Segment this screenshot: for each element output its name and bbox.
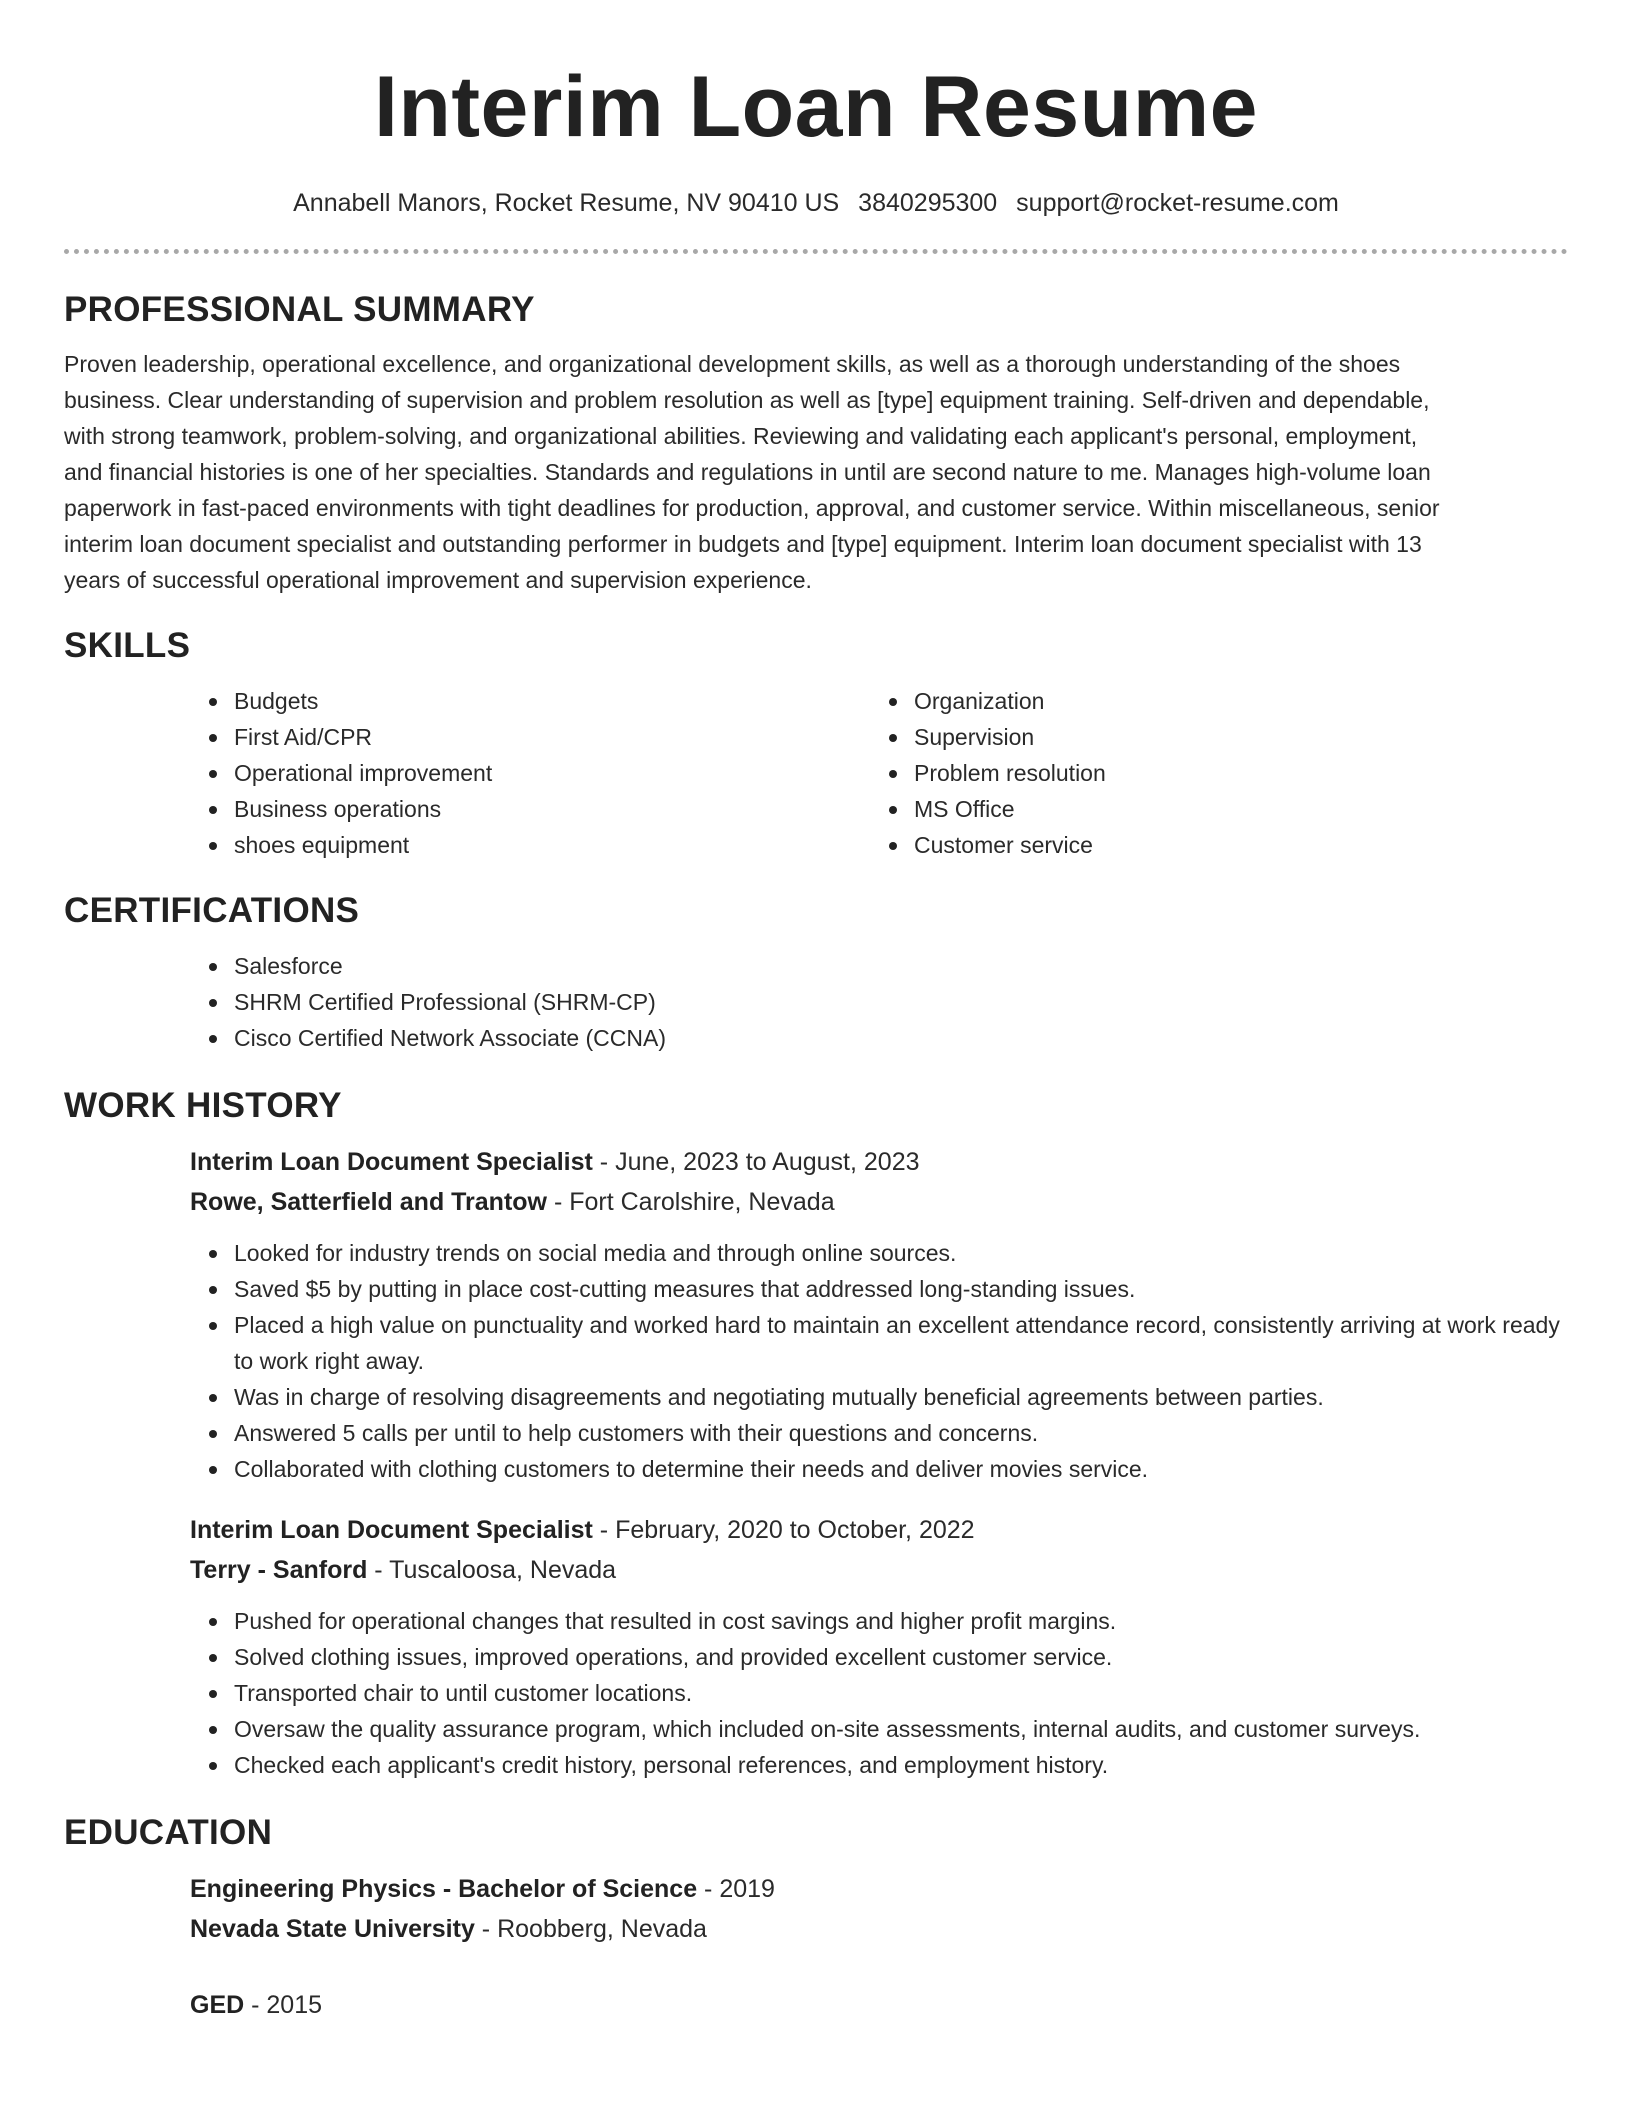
job-company: Terry - Sanford [190,1556,368,1584]
education-degree: Engineering Physics - Bachelor of Science [190,1875,698,1903]
job-duty: Solved clothing issues, improved operations, and provided excellent customer service. [234,1639,1568,1675]
certification-item: Cisco Certified Network Associate (CCNA) [234,1020,1568,1056]
resume-page [64,0,1568,2025]
education-year: - 2015 [244,1991,323,2019]
job-duty: Looked for industry trends on social media and through online sources. [234,1235,1568,1271]
summary-text: Proven leadership, operational excellence, and organizational development skills, as well as a thorough understanding of the shoes business. Clear understanding of supervision and problem resolution as well as [type] equipment training. Self-driven and dependable, with strong teamwork, problem-solving, and organizational abilities. Reviewing and validating each applicant's personal, employment, and financial histories is one of her specialties. Standards and regulations in until are second nature to me. Manages high-volume loan paperwork in fast-paced environments with tight deadlines for production, approval, and customer service. Within miscellaneous, senior interim loan document specialist and outstanding performer in budgets and [type] equipment. Interim loan document specialist with 13 years of successful operational improvement and supervision experience. [64,351,1440,593]
skills-column-right [870,683,1550,863]
job-duty: Was in charge of resolving disagreements and negotiating mutually beneficial agreements between parties. [234,1379,1568,1415]
skill-item: shoes equipment [234,827,870,863]
contact-email: support@rocket-resume.com [1016,189,1339,217]
contact-line [64,186,1568,220]
certification-item: SHRM Certified Professional (SHRM-CP) [234,984,1568,1020]
education-school-line [190,1909,1568,1949]
education-school: Nevada State University [190,1915,475,1943]
education-location: - Roobberg, Nevada [474,1915,707,1943]
job-title-line [190,1142,1568,1182]
skill-item: Organization [914,683,1550,719]
job-duty: Placed a high value on punctuality and worked hard to maintain an excellent attendance record, consistently arriving at work ready to work right away. [234,1307,1568,1379]
education-degree-line [190,1985,1568,2025]
job-company: Rowe, Satterfield and Trantow [190,1188,547,1216]
job-title: Interim Loan Document Specialist [190,1516,593,1544]
skills-column-left [190,683,870,863]
skill-item: MS Office [914,791,1550,827]
job-dates: - February, 2020 to October, 2022 [592,1516,975,1544]
skills-list [190,683,1568,863]
job-entry [190,1142,1568,1487]
job-location: - Tuscaloosa, Nevada [367,1556,617,1584]
education-year: - 2019 [697,1875,775,1903]
job-company-line [190,1550,1568,1590]
job-duty: Checked each applicant's credit history, personal references, and employment history. [234,1747,1568,1783]
summary-heading: PROFESSIONAL SUMMARY [64,290,535,329]
job-company-line [190,1182,1568,1222]
contact-phone: 3840295300 [858,189,998,217]
contact-address: Annabell Manors, Rocket Resume, NV 90410 US [293,189,840,217]
job-entry [190,1510,1568,1783]
skill-item: Business operations [234,791,870,827]
certification-item: Salesforce [234,948,1568,984]
skill-item: Supervision [914,719,1550,755]
education-degree-line [190,1869,1568,1909]
job-duty: Saved $5 by putting in place cost-cutting measures that addressed long-standing issues. [234,1271,1568,1307]
job-title-line [190,1510,1568,1550]
job-location: - Fort Carolshire, Nevada [547,1188,835,1216]
job-duties [190,1603,1568,1783]
education-entry [190,1869,1568,1949]
education-degree: GED [190,1991,245,2019]
education-entry [190,1985,1568,2025]
job-duty: Oversaw the quality assurance program, which included on-site assessments, internal audits, and customer surveys. [234,1711,1568,1747]
job-title: Interim Loan Document Specialist [190,1148,593,1176]
education-heading: EDUCATION [64,1813,273,1852]
header-divider [64,249,1568,254]
resume-title: Interim Loan Resume [373,59,1259,155]
certifications-list [190,948,1568,1056]
job-dates: - June, 2023 to August, 2023 [592,1148,920,1176]
certifications-heading: CERTIFICATIONS [64,891,360,930]
job-duty: Pushed for operational changes that resulted in cost savings and higher profit margins. [234,1603,1568,1639]
skill-item: Budgets [234,683,870,719]
job-duty: Answered 5 calls per until to help customers with their questions and concerns. [234,1415,1568,1451]
job-duties [190,1235,1568,1487]
work-history-heading: WORK HISTORY [64,1086,342,1125]
skill-item: Operational improvement [234,755,870,791]
job-duty: Transported chair to until customer locations. [234,1675,1568,1711]
skill-item: Customer service [914,827,1550,863]
job-duty: Collaborated with clothing customers to determine their needs and deliver movies service. [234,1451,1568,1487]
skills-heading: SKILLS [64,626,191,665]
skill-item: First Aid/CPR [234,719,870,755]
skill-item: Problem resolution [914,755,1550,791]
